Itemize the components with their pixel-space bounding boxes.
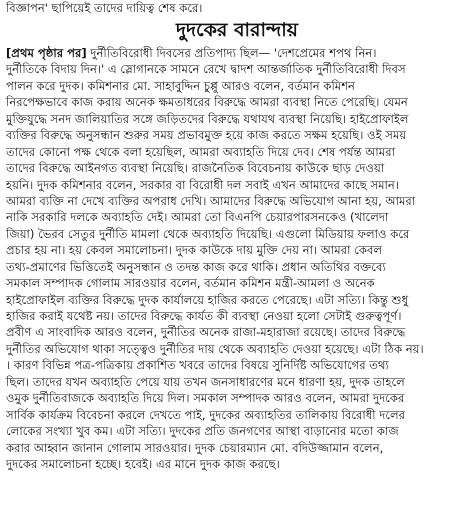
article-line: । কারণ বিভিন্ন পত্র-পত্রিকায় প্রকাশিত খবরে তাদের বিষয়ে সুনির্দিষ্ট অভিযোগের তথ্য <box>6 358 389 373</box>
article-line: লোকের সংখ্যা খুব কম। এটা সত্যি। দুদকের প্রতি জনগণের আস্থা বাড়ানোর মতো কাজ <box>6 424 399 439</box>
article-line: সমকাল সম্পাদক গোলাম সারওয়ার বলেন, বর্তমান কমিশন মন্ত্রী-আমলা ও অনেক <box>6 276 375 291</box>
article-line: ব্যক্তির বিরুদ্ধে অনুসন্ধান শুরুর সময় প্রভাবমুক্ত হয়ে কাজ করতে সক্ষম হয়েছি। ওই সময় <box>6 128 407 143</box>
article-line: সার্বিক কার্যক্রম বিবেচনা করলে দেখতে পাই, দুদকের অব্যাহতির তালিকায় বিরোধী দলের <box>6 407 406 422</box>
article-line: দুর্নীতিকে বিদায় দিন।' এ স্লোগানকে সামনে রেখে দ্বাদশ আন্তর্জাতিক দুর্নীতিবিরোধী দিবস <box>6 62 406 77</box>
article-line: তাদের কোনো পক্ষ থেকে বলা হয়েছিল, আমরা অব্যাহতি দিয়ে দেব। শেষ পর্যন্ত আমরা <box>6 144 395 159</box>
article-line <box>6 45 468 61</box>
article-line: নাকি সরকারি দলকে অব্যাহতি দেই। আমরা তো বিএনপি চেয়ারপারসনকেও (খালেদা <box>6 210 389 225</box>
article-body <box>6 45 468 472</box>
article-line: জিয়া) ভৈরব সেতুর দুর্নীতি মামলা থেকে অব্যাহতি দিয়েছি। এগুলো মিডিয়ায় ফলাও করে <box>6 226 410 241</box>
top-line: বিজ্ঞাপন' ছাপিয়েই তাদের দায়িত্ব শেষ করে। <box>6 1 203 15</box>
article-line: হয়নি। দুদক কমিশনার বলেন, সরকার বা বিরোধী দল সবাই এখন আমাদের কাছে সমান। <box>6 177 399 192</box>
article-line: হাইপ্রোফাইল ব্যক্তির বিরুদ্ধে দুদক কার্যালয়ে হাজির করতে পেরেছে। এটা সত্যি। কিন্তু শুধু <box>6 292 409 307</box>
article-line: পালন করে দুদক। কমিশনার মো. সাহাবুদ্দিন চুপ্পু আরও বলেন, বর্তমান কমিশন <box>6 78 355 93</box>
article-line: আমরা ব্যক্তি না দেখে ব্যক্তির অপরাধ দেখি। আমাদের বিরুদ্ধে অভিযোগ আনা হয়, আমরা <box>6 193 416 208</box>
article-line: মুক্তিযুদ্ধে সনদ জালিয়াতির সঙ্গে জড়িতদের বিরুদ্ধে যথাযথ ব্যবস্থা নিয়েছি। হাইপ্রোফাইল <box>6 111 409 126</box>
article-line: প্রবীণ এ সাংবাদিক আরও বলেন, দুর্নীতির অনেক রাজা-মহারাজা রয়েছে। তাদের বিরুদ্ধে <box>6 325 406 340</box>
article-line: দুদকের সমালোচনা হচ্ছে। হবেই। এর মানে দুদক কাজ করছে। <box>6 456 280 471</box>
continued-label: [প্রথম পৃষ্ঠার পর] <box>6 46 87 60</box>
article-line: করার আহ্বান জানান গোলাম সারওয়ার। দুদক চেয়ারম্যান মো. বদিউজ্জামান বলেন, <box>6 440 384 455</box>
article-line: নিরপেক্ষভাবে কাজ করায় অনেক ক্ষমতাধরের বিরুদ্ধে আমরা ব্যবস্থা নিতে পেরেছি। যেমন <box>6 95 408 110</box>
article-line: প্রচার হয় না। হয় কেবল সমালোচনা। দুদক কাউকে দায় মুক্তি দেয় না। আমরা কেবল <box>6 243 383 258</box>
article-line: ছিল। তাদের যখন অব্যাহতি পেয়ে যায় তখন জনসাধারণের মনে ধারণা হয়, দুদক তাহলে <box>6 374 405 389</box>
line-text: দুর্নীতিবিরোধী দিবসের প্রতিপাদ্য ছিল— 'দেশপ্রেমের শপথ নিন। <box>86 46 377 60</box>
article-line: তথ্য-প্রমাণের ভিত্তিতেই অনুসন্ধান ও তদন্ত কাজ করে থাকি। প্রধান অতিথির বক্তব্যে <box>6 259 386 274</box>
article-line: দুর্নীতির অভিযোগ থাকা সত্ত্বেও দুর্নীতির দায় থেকে অব্যাহতি দেওয়া হয়েছে। এটা ঠিক নয়। <box>6 341 424 356</box>
article-line: হাজির করাই যথেষ্ট নয়। তাদের বিরুদ্ধে কার্যত কী ব্যবস্থা নেওয়া হলো সেটাই গুরুত্বপূর্ণ। <box>6 309 402 323</box>
article-line: তাদের বিরুদ্ধে আইনগত ব্যবস্থা নিয়েছি। রাজনৈতিক বিবেচনায় কাউকে ছাড় দেওয়া <box>6 161 385 176</box>
headline: দুদকের বারান্দায় <box>176 19 298 41</box>
article-line: ওমুক দুর্নীতিবাজকে অব্যাহতি দিয়ে দিল। সমকাল সম্পাদক আরও বলেন, আমরা দুদকের <box>6 391 405 406</box>
